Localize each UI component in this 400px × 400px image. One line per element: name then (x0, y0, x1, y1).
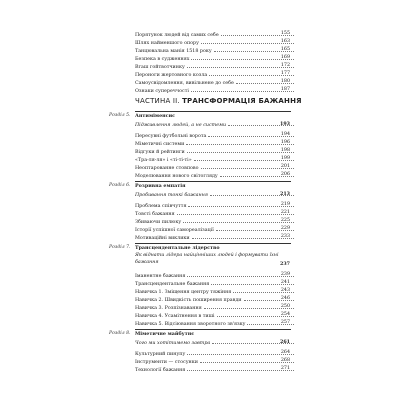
toc-entry (0, 217, 400, 225)
entry-title: Товсті бажання (135, 212, 175, 217)
leader-dots (191, 54, 294, 60)
entry-page: 268 (280, 358, 290, 363)
entry-page: 239 (280, 272, 290, 277)
entry-page: 221 (280, 210, 290, 215)
entry-page: 271 (280, 366, 290, 371)
toc-entry (0, 78, 400, 86)
entry-page: 229 (280, 226, 290, 231)
entry-title: Культурний пинупу (135, 352, 186, 357)
toc-entry (0, 233, 400, 241)
entry-title: Самоусвідомлення, вивільнене до себе (135, 81, 234, 86)
entry-page: 241 (280, 280, 290, 285)
toc-entry (0, 295, 400, 303)
chapter-label: Розділ 8. (109, 331, 131, 336)
entry-page: 199 (280, 156, 290, 161)
toc-entry (0, 62, 400, 70)
leader-dots (187, 365, 294, 371)
chapter-subtitle-row (0, 120, 400, 128)
chapter-subtitle-row (0, 252, 400, 268)
entry-title: Збиваючи пилюку (135, 220, 182, 225)
entry-title: Пересувні футбольні ворота (135, 134, 207, 139)
entry-page: 225 (280, 218, 290, 223)
entry-page: 193 (279, 121, 290, 127)
entry-page: 233 (280, 234, 290, 239)
leader-dots (186, 139, 294, 145)
entry-title: Моделювання нового світогляду (135, 174, 218, 179)
entry-page: 254 (280, 312, 290, 317)
leader-dots (187, 271, 294, 277)
leader-dots (194, 155, 294, 161)
entry-page: 198 (280, 148, 290, 153)
chapter-title: Трансцендентальне лідерство (135, 245, 220, 251)
chapter-subtitle: Пробивання тонкі бажання (135, 193, 208, 198)
chapter-subtitle: Чого ми хотітимемо завтра (135, 341, 211, 346)
chapter-subtitle-row (0, 338, 400, 346)
entry-title: Проблема співчуття (135, 204, 187, 209)
toc-entry (0, 46, 400, 54)
toc-entry (0, 54, 400, 62)
chapter-heading (0, 244, 400, 252)
entry-page: 243 (280, 288, 290, 293)
leader-dots (191, 86, 294, 92)
entry-page: 219 (280, 202, 290, 207)
toc-entry (0, 225, 400, 233)
entry-title: Ознаки супереччості (135, 89, 189, 94)
toc-entry (0, 365, 400, 373)
entry-title: Танцювальна манія 1518 року (135, 49, 212, 54)
toc-entry (0, 209, 400, 217)
entry-title: Навичка 4. Усамітнення в тиші (135, 314, 215, 319)
toc-entry (0, 319, 400, 327)
chapter-title: Антиміменсис (135, 113, 176, 119)
entry-page: 172 (280, 63, 290, 68)
part-title: ТРАНСФОРМАЦІЯ БАЖАННЯ (182, 97, 302, 105)
chapter-heading (0, 182, 400, 190)
entry-title: Міметичні системи (135, 142, 185, 147)
entry-title: Навичка 2. Швидкість поширення правди (135, 298, 242, 303)
toc-entry (0, 86, 400, 94)
entry-title: Порятунок людей від самих себе (135, 33, 219, 38)
entry-page: 264 (280, 350, 290, 355)
entry-page: 250 (280, 304, 290, 309)
entry-page: 180 (280, 79, 290, 84)
part-heading (135, 96, 302, 106)
entry-page: 261 (279, 339, 290, 345)
leader-dots (187, 349, 294, 355)
leader-dots (177, 209, 294, 215)
entry-page: 169 (280, 55, 290, 60)
entry-page: 257 (280, 320, 290, 325)
toc-entry (0, 163, 400, 171)
chapter-subtitle: Як віднати лідера найцінніших людей і формувати їхні бажання (135, 253, 279, 265)
toc-entry (0, 279, 400, 287)
toc-entry (0, 287, 400, 295)
chapter-label: Розділ 7. (109, 245, 131, 250)
toc-entry (0, 201, 400, 209)
entry-page: 246 (280, 296, 290, 301)
chapter-label: Розділ 6. (109, 183, 131, 188)
toc-entry (0, 357, 400, 365)
toc-entry (0, 155, 400, 163)
chapter-heading (0, 330, 400, 338)
chapter-label: Розділ 5. (109, 113, 131, 118)
leader-dots (187, 147, 294, 153)
entry-title: Іманентне бажання (135, 274, 186, 279)
entry-title: Неоптарованне стовпово (135, 166, 199, 171)
toc-entry (0, 171, 400, 179)
chapter-subtitle-row (0, 190, 400, 198)
leader-dots (192, 233, 294, 239)
entry-title: «Тра-ля-ля» і «ті-ті-ті» (135, 158, 192, 163)
entry-title: Навичка 1. Зміщення центру тяжіння (135, 290, 232, 295)
entry-page: 187 (280, 87, 290, 92)
toc-entry (0, 303, 400, 311)
part-label: ЧАСТИНА II. (135, 97, 180, 105)
toc-entry (0, 70, 400, 78)
entry-title: Пероноги жертовного козла (135, 73, 208, 78)
entry-title: Технології бажання (135, 368, 186, 373)
entry-page: 213 (279, 191, 290, 197)
entry-page: 177 (280, 71, 290, 76)
entry-page: 194 (280, 132, 290, 137)
entry-title: Навичка 3. Розпізнавання (135, 306, 202, 311)
entry-title: Інструменти — стосунки (135, 360, 198, 365)
entry-page: 201 (280, 164, 290, 169)
leader-dots (183, 217, 294, 223)
chapter-title: Міметичне майбутнє (135, 331, 195, 337)
toc-entry (0, 147, 400, 155)
chapter-title: Розривна емпатія (135, 183, 186, 189)
toc-entry (0, 38, 400, 46)
entry-page: 163 (280, 39, 290, 44)
toc-entry (0, 349, 400, 357)
entry-title: Історії успішної самореалізації (135, 228, 214, 233)
entry-title: Мотиваційні виклики (135, 236, 190, 241)
entry-page: 237 (279, 261, 290, 267)
leader-dots (187, 62, 294, 68)
toc-entry (0, 139, 400, 147)
toc-entry (0, 131, 400, 139)
entry-title: Вгаш гойтвотчинку (135, 65, 185, 70)
entry-page: 165 (280, 47, 290, 52)
leader-dots (188, 201, 294, 207)
entry-page: 196 (280, 140, 290, 145)
entry-page: 155 (280, 31, 290, 36)
chapter-heading (0, 112, 400, 120)
toc-entry (0, 30, 400, 38)
entry-title: Навичка 5. Відсіювання зворотного зв'язку (135, 322, 246, 327)
chapter-subtitle: Підживлення людей, а не системи (135, 123, 227, 128)
toc-entry (0, 271, 400, 279)
entry-title: Безпека в судженнях (135, 57, 190, 62)
entry-title: Шлях найменшого опору (135, 41, 199, 46)
toc-entry (0, 311, 400, 319)
entry-title: Відгуки й рейтинги (135, 150, 185, 155)
entry-title: Трансцендентальне бажання (135, 282, 210, 287)
entry-page: 206 (280, 172, 290, 177)
